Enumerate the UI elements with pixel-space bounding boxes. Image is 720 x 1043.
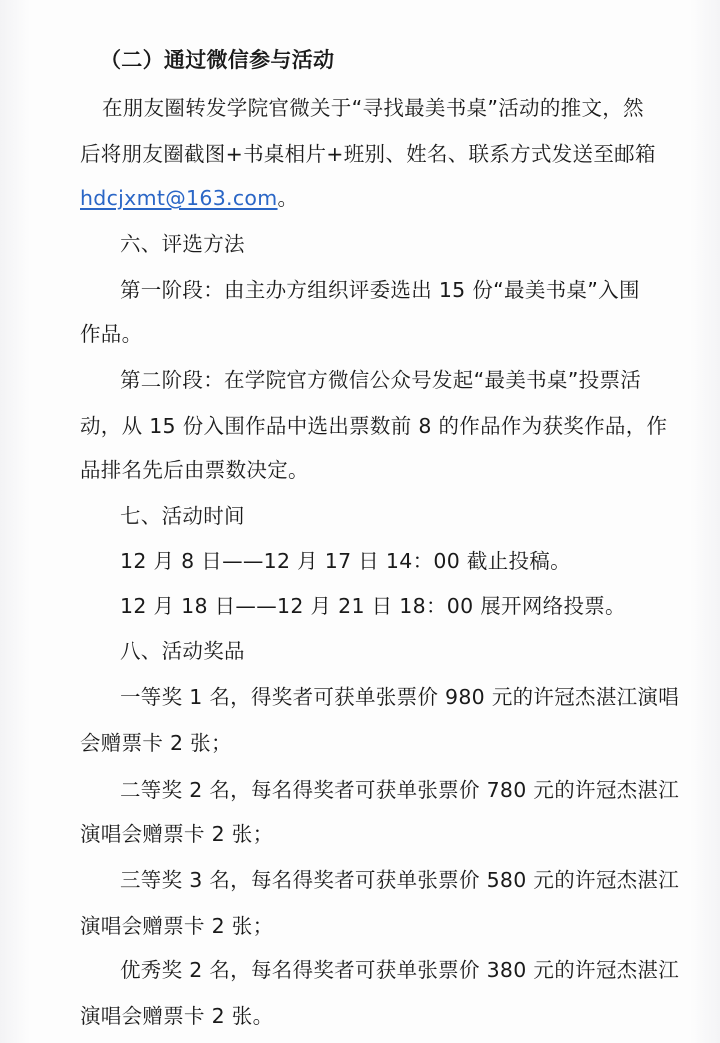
time-line-submission: 12 月 8 日——12 月 17 日 14：00 截止投稿。 xyxy=(120,549,571,573)
section-heading-selection-method: 六、评选方法 xyxy=(120,232,245,256)
prize-excellence-line-1: 优秀奖 2 名，每名得奖者可获单张票价 380 元的许冠杰湛江 xyxy=(120,958,680,982)
stage1-line-1: 第一阶段：由主办方组织评委选出 15 份“最美书桌”入围 xyxy=(120,278,640,302)
prize-third-line-2: 演唱会赠票卡 2 张； xyxy=(80,914,274,938)
prize-excellence-line-2: 演唱会赠票卡 2 张。 xyxy=(80,1004,274,1028)
email-line-end: 。 xyxy=(277,186,299,210)
prize-third-line-1: 三等奖 3 名，每名得奖者可获单张票价 580 元的许冠杰湛江 xyxy=(120,868,680,892)
wechat-text-line-1: 在朋友圈转发学院官微关于“寻找最美书桌”活动的推文，然 xyxy=(102,96,644,120)
stage2-line-2: 动，从 15 份入围作品中选出票数前 8 的作品作为获奖作品，作 xyxy=(80,414,668,438)
time-line-voting: 12 月 18 日——12 月 21 日 18：00 展开网络投票。 xyxy=(120,594,626,618)
email-line xyxy=(80,184,298,212)
prize-second-line-2: 演唱会赠票卡 2 张； xyxy=(80,822,274,846)
prize-first-line-2: 会赠票卡 2 张； xyxy=(80,731,232,755)
stage1-line-2: 作品。 xyxy=(80,322,143,346)
section-heading-activity-time: 七、活动时间 xyxy=(120,504,245,528)
prize-first-line-1: 一等奖 1 名，得奖者可获单张票价 980 元的许冠杰湛江演唱 xyxy=(120,685,680,709)
prize-second-line-1: 二等奖 2 名，每名得奖者可获单张票价 780 元的许冠杰湛江 xyxy=(120,778,680,802)
wechat-text-line-2: 后将朋友圈截图+书桌相片+班别、姓名、联系方式发送至邮箱 xyxy=(80,142,656,166)
section-heading-prizes: 八、活动奖品 xyxy=(120,639,245,663)
stage2-line-1: 第二阶段：在学院官方微信公众号发起“最美书桌”投票活 xyxy=(120,368,642,392)
section-heading-wechat: （二）通过微信参与活动 xyxy=(100,48,335,72)
stage2-line-3: 品排名先后由票数决定。 xyxy=(80,458,309,482)
email-link[interactable]: hdcjxmt@163.com xyxy=(80,186,278,210)
